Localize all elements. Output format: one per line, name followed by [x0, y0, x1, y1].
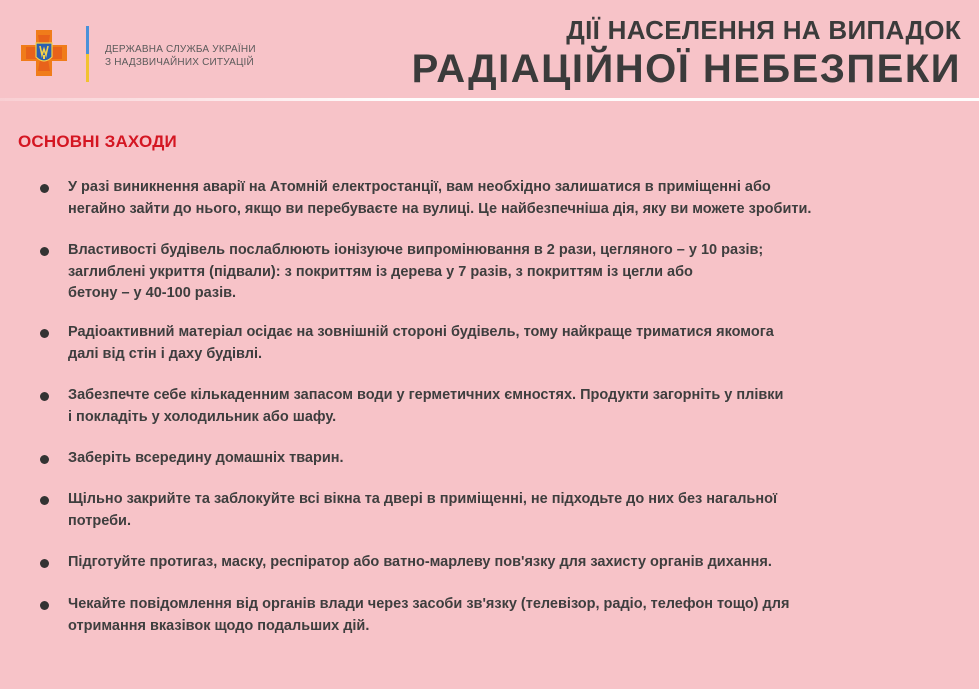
list-item: [40, 552, 970, 574]
list-item: [40, 489, 970, 532]
list-item-line: Щільно закрийте та заблокуйте всі вікна та двері в приміщенні, не підходьте до них без нагальної: [68, 491, 778, 507]
list-item-line: бетону – у 40-100 разів.: [68, 285, 237, 301]
list-item: [40, 594, 970, 637]
bullet-icon: [40, 559, 49, 568]
list-item-line: потреби.: [68, 512, 131, 529]
list-item-line: У разі виникнення аварії на Атомній електростанції, вам необхідно залишатися в приміщенні або: [68, 179, 771, 195]
list-item: [40, 448, 970, 470]
list-item-text: [68, 322, 970, 365]
list-item-text: [68, 594, 970, 637]
bullet-icon: [40, 455, 49, 464]
bullet-icon: [40, 496, 49, 505]
list-item: [40, 385, 970, 428]
list-item: [40, 240, 970, 305]
list-item-text: [68, 489, 970, 532]
bullet-icon: [40, 329, 49, 338]
section-title: ОСНОВНІ ЗАХОДИ: [18, 132, 177, 151]
bullet-icon: [40, 184, 49, 193]
list-item-line: заглиблені укриття (підвали): з покриттям із дерева у 7 разів, з покриттям із цегли або: [68, 263, 693, 280]
list-item-text: [68, 177, 970, 220]
list-item-line: Радіоактивний матеріал осідає на зовнішній стороні будівель, тому найкраще триматися якомога: [68, 324, 774, 340]
list-item: [40, 322, 970, 365]
list-item-line: отримання вказівок щодо подальших дій.: [68, 617, 370, 634]
list-item: [40, 177, 970, 220]
title-line-2: РАДІАЦІЙНОЇ НЕБЕЗПЕКИ: [411, 47, 961, 91]
bullet-icon: [40, 601, 49, 610]
list-item-text: [68, 385, 970, 428]
list-item-text: [68, 448, 970, 470]
list-item-text: [68, 552, 970, 574]
title-line-1: ДІЇ НАСЕЛЕННЯ НА ВИПАДОК: [566, 15, 961, 45]
list-item-line: Чекайте повідомлення від органів влади через засоби зв'язку (телевізор, радіо, телефон тощо) для: [68, 596, 790, 612]
list-item-line: Заберіть всередину домашніх тварин.: [68, 450, 344, 466]
list-item-line: Властивості будівель послаблюють іонізуюче випромінювання в 2 рази, цегляного – у 10 разів;: [68, 242, 764, 258]
list-item-text: [68, 240, 970, 305]
bullet-icon: [40, 392, 49, 401]
list-item-line: Забезпечте себе кількаденним запасом води у герметичних ємностях. Продукти загорніть у плівки: [68, 387, 784, 403]
list-item-line: негайно зайти до нього, якщо ви перебуваєте на вулиці. Це найбезпечніша дія, яку ви можете зробити.: [68, 200, 812, 217]
org-line-2: З НАДЗВИЧАЙНИХ СИТУАЦІЙ: [105, 57, 254, 68]
bullet-icon: [40, 247, 49, 256]
list-item-line: і покладіть у холодильник або шафу.: [68, 408, 337, 425]
list-item-line: Підготуйте протигаз, маску, респіратор або ватно-марлеву пов'язку для захисту органів дихання.: [68, 554, 772, 570]
list-item-line: далі від стін і даху будівлі.: [68, 345, 263, 362]
org-line-1: ДЕРЖАВНА СЛУЖБА УКРАЇНИ: [105, 44, 256, 55]
